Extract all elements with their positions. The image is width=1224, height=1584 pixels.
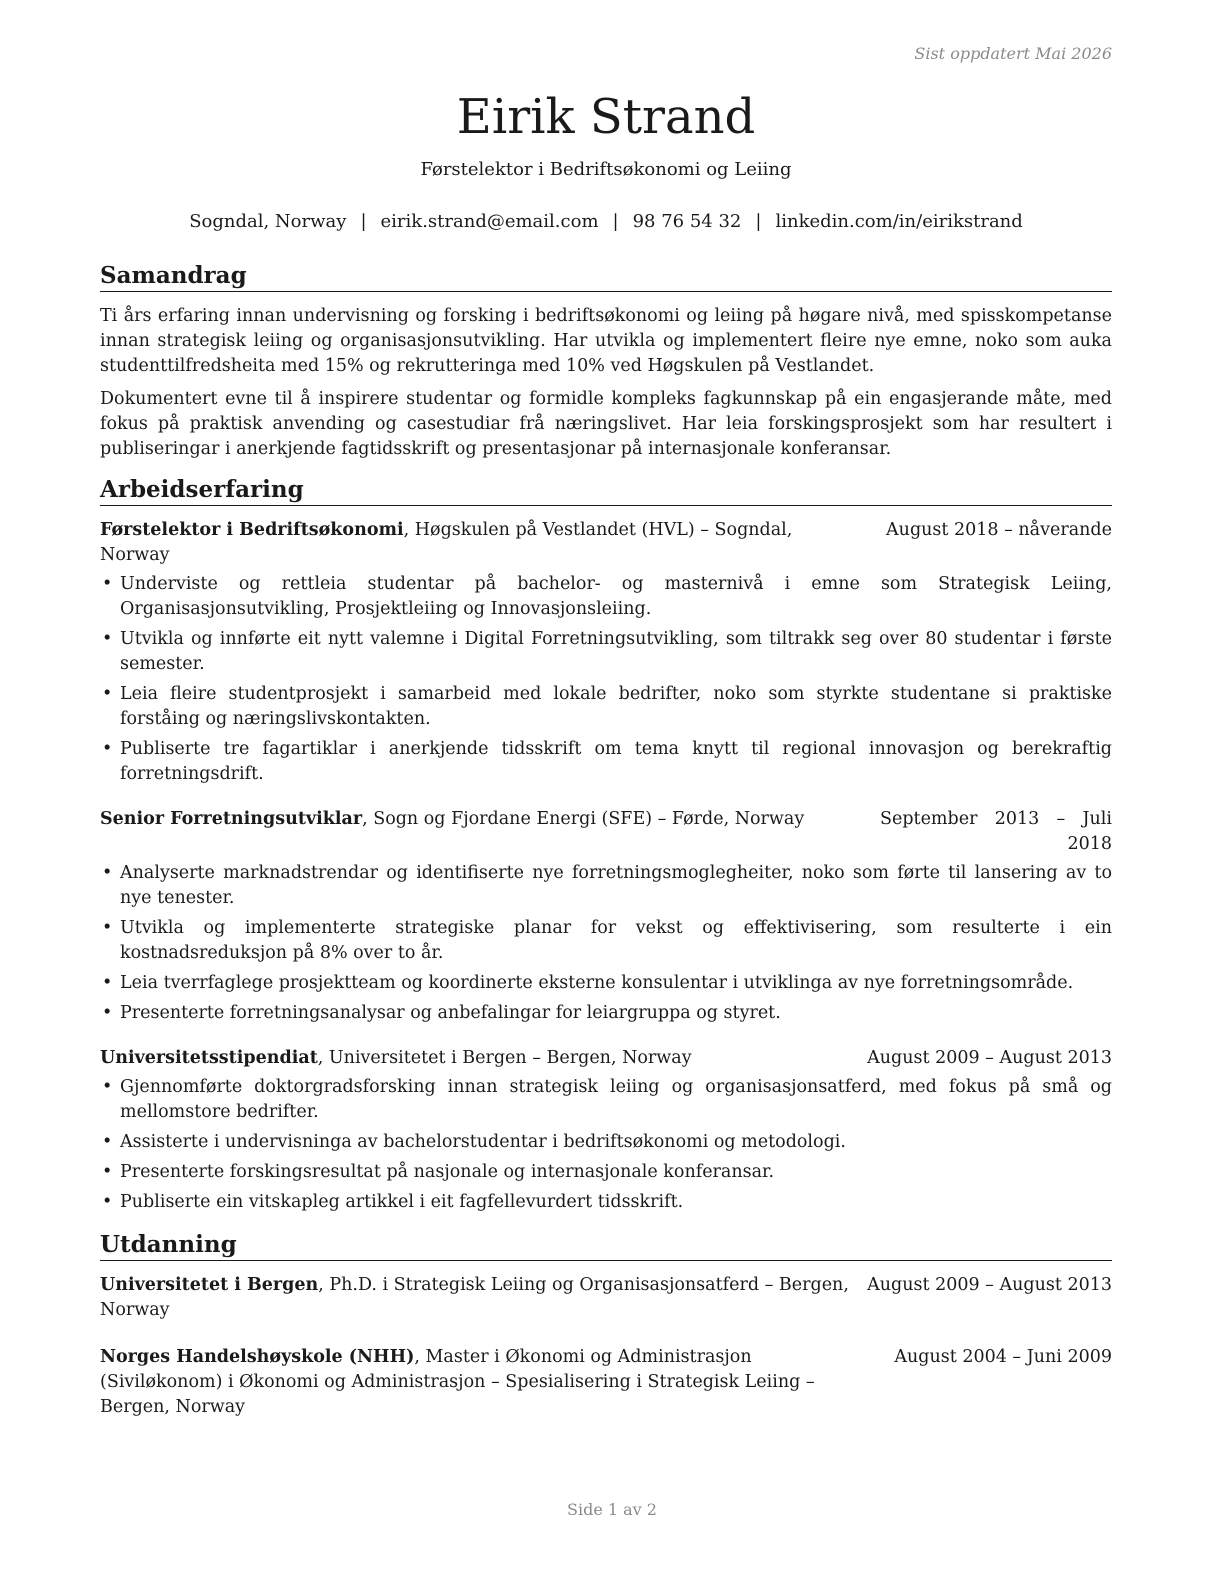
education-detail: , Ph.D. i Strategisk Leiing og Organisasjonsatferd – Bergen, Norway (100, 1275, 849, 1320)
contact-separator: | (612, 211, 619, 232)
person-name: Eirik Strand (456, 89, 756, 145)
job-dates: August 2018 – nåverande (886, 520, 1112, 540)
summary-paragraph: Dokumentert evne til å inspirere studentar og formidle kompleks fagkunnskap på ein engasjerande måte, med fokus på praktisk anvending og casestudiar frå næringslivet. Har leia forskingsprosjekt som har resultert i publiseringar i anerkjende fagtidsskrift og presentasjonar på internasjonale konferansar. (100, 389, 1112, 459)
job-title: Førstelektor i Bedriftsøkonomi og Leiing (420, 159, 792, 180)
section-heading: Arbeidserfaring (100, 476, 1112, 506)
list-item: • Gjennomførte doktorgradsforsking innan strategisk leiing og organisasjonsatferd, med fokus på små og mellomstore bedrifter. (100, 1075, 1112, 1125)
job-entry (100, 518, 1112, 787)
contact-phone: 98 76 54 32 (632, 211, 742, 232)
contact-separator: | (360, 211, 367, 232)
job-role: Førstelektor i Bedriftsøkonomi (100, 520, 404, 540)
job-org: , Sogn og Fjordane Energi (SFE) – Førde, Norway (362, 809, 805, 829)
list-item: • Leia fleire studentprosjekt i samarbeid med lokale bedrifter, noko som styrkte studentane si praktiske forståing og næringslivskontakten. (100, 682, 1112, 732)
list-item: • Analyserte marknadstrendar og identifiserte nye forretningsmoglegheiter, noko som førte til lansering av to nye tenester. (100, 861, 1112, 911)
job-role: Universitetsstipendiat (100, 1048, 318, 1068)
job-header (100, 1046, 1112, 1071)
job-header (100, 518, 1112, 568)
education-header (100, 1345, 1112, 1420)
list-item: • Utvikla og implementerte strategiske planar for vekst og effektivisering, som resulterte i ein kostnadsreduksjon på 8% over to år. (100, 916, 1112, 966)
list-item: • Utvikla og innførte eit nytt valemne i Digital Forretningsutvikling, som tiltrakk seg over 80 studentar i første semester. (100, 627, 1112, 677)
education-school: Norges Handelshøyskole (NHH) (100, 1347, 415, 1367)
section-heading: Samandrag (100, 262, 1112, 292)
list-item: • Publiserte tre fagartiklar i anerkjende tidsskrift om tema knytt til regional innovasjon og berekraftig forretningsdrift. (100, 737, 1112, 787)
job-entry (100, 1046, 1112, 1215)
summary-section (100, 262, 1112, 462)
summary-paragraph: Ti års erfaring innan undervisning og forsking i bedriftsøkonomi og leiing på høgare nivå, med spisskompetanse innan strategisk leiing og organisasjonsutvikling. Har utvikla og implementert fleire nye emne, noko som auka studenttilfredsheita med 15% og rekrutteringa med 10% ved Høgskulen på Vestlandet. (100, 306, 1112, 376)
list-item: • Presenterte forskingsresultat på nasjonale og internasjonale konferansar. (100, 1160, 1112, 1185)
education-section (100, 1231, 1112, 1420)
list-item: • Assisterte i undervisninga av bachelorstudentar i bedriftsøkonomi og metodologi. (100, 1130, 1112, 1155)
education-detail: , Master i Økonomi og Administrasjon (Siviløkonom) i Økonomi og Administrasjon – Spesialisering i Strategisk Leiing – Bergen, Norway (100, 1347, 815, 1417)
list-item: • Leia tverrfaglege prosjektteam og koordinerte eksterne konsulentar i utviklinga av nye forretningsområde. (100, 971, 1112, 996)
job-role: Senior Forretningsutviklar (100, 809, 363, 829)
education-entry (100, 1345, 1112, 1420)
education-school: Universitetet i Bergen (100, 1275, 319, 1295)
job-org: , Høgskulen på Vestlandet (HVL) – Sogndal, Norway (100, 520, 793, 565)
education-entry (100, 1273, 1112, 1323)
job-dates: September 2013 – Juli 2018 (880, 809, 1112, 854)
list-item: • Publiserte ein vitskapleg artikkel i eit fagfellevurdert tidsskrift. (100, 1190, 1112, 1215)
list-item: • Presenterte forretningsanalysar og anbefalingar for leiargruppa og styret. (100, 1001, 1112, 1026)
job-bullets (100, 572, 1112, 787)
job-org: , Universitetet i Bergen – Bergen, Norway (317, 1048, 692, 1068)
experience-section (100, 476, 1112, 1215)
list-item: • Underviste og rettleia studentar på bachelor- og masternivå i emne som Strategisk Leiing, Organisasjonsutvikling, Prosjektleiing og Innovasjonsleiing. (100, 572, 1112, 622)
page-number: Side 1 av 2 (567, 1500, 657, 1519)
section-heading: Utdanning (100, 1231, 1112, 1261)
education-dates: August 2004 – Juni 2009 (894, 1347, 1112, 1367)
education-dates: August 2009 – August 2013 (867, 1275, 1112, 1295)
contact-email[interactable]: eirik.strand@email.com (380, 211, 599, 232)
contact-separator: | (755, 211, 762, 232)
education-header (100, 1273, 1112, 1323)
job-header (100, 807, 1112, 857)
job-dates: August 2009 – August 2013 (867, 1048, 1112, 1068)
contact-location: Sogndal, Norway (189, 211, 347, 232)
job-entry (100, 807, 1112, 1026)
contact-linkedin[interactable]: linkedin.com/in/eirikstrand (775, 211, 1023, 232)
contact-line (100, 210, 1112, 234)
job-bullets (100, 861, 1112, 1026)
job-bullets (100, 1075, 1112, 1215)
last-updated: Sist oppdatert Mai 2026 (914, 44, 1112, 63)
